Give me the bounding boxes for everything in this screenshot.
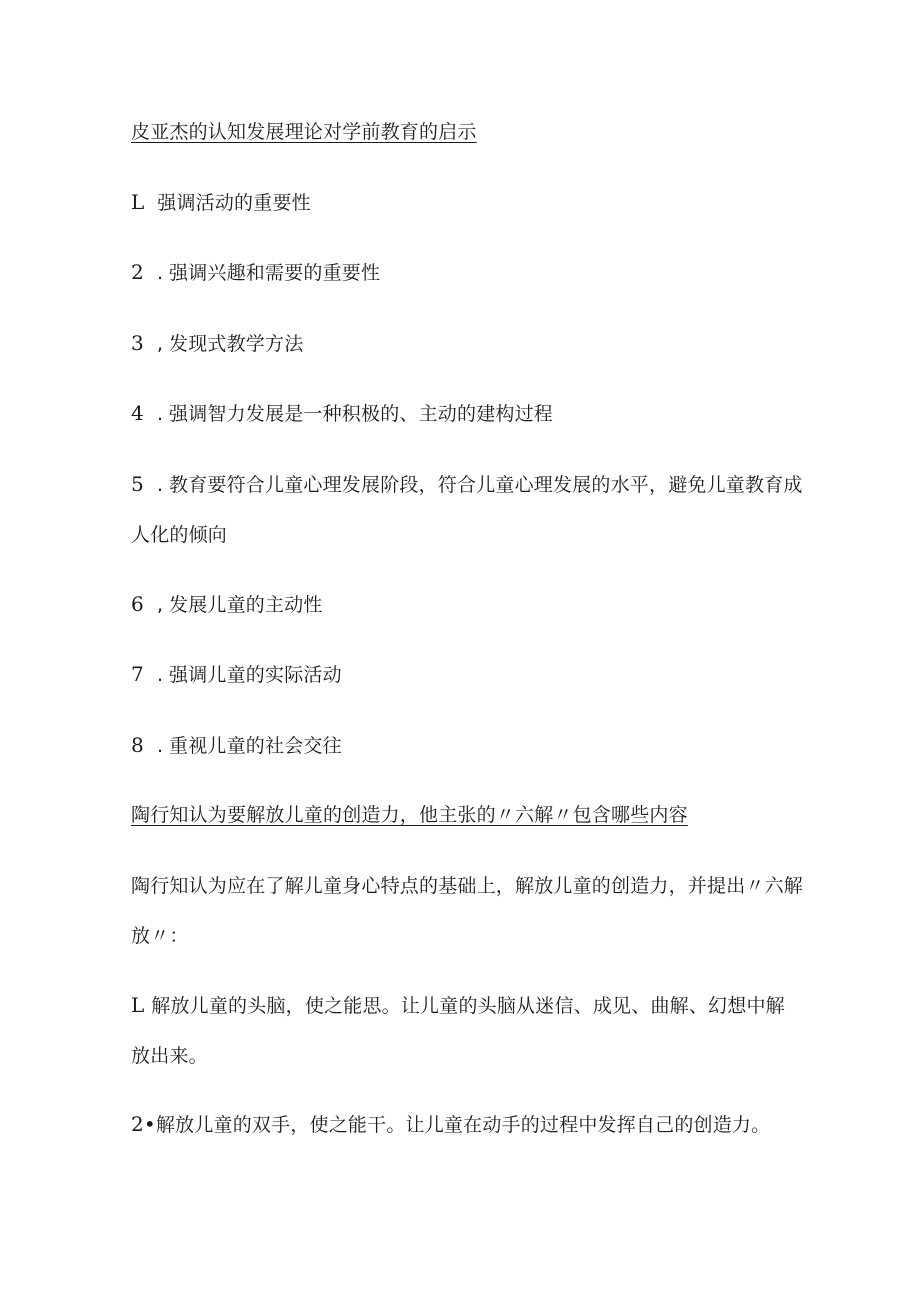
item-text: 发现式教学方法: [169, 333, 304, 355]
item-text: 强调智力发展是一种积极的、主动的建构过程: [169, 403, 554, 425]
item-text: 强调儿童的实际活动: [169, 664, 342, 686]
list-item: [131, 401, 553, 426]
list-item: [131, 592, 323, 617]
item-text: 强调兴趣和需要的重要性: [169, 262, 381, 284]
section1-heading: 皮亚杰的认知发展理论对学前教育的启示: [131, 121, 477, 143]
item-text: 重视儿童的社会交往: [169, 735, 342, 757]
list-item: [131, 733, 342, 758]
item-number: 2•: [131, 1112, 156, 1136]
item-number: 5: [131, 472, 144, 496]
list-item: [131, 190, 311, 215]
item-separator: .: [157, 735, 164, 757]
item-number: 2: [131, 260, 144, 284]
item-text: 解放儿童的头脑，使之能思。让儿童的头脑从迷信、成见、曲解、幻想中解放出来。: [131, 995, 785, 1067]
list-item: [131, 980, 803, 1081]
item-separator: .: [157, 403, 164, 425]
list-item: [131, 459, 803, 560]
item-number: 4: [131, 401, 144, 425]
item-number: L: [131, 190, 145, 214]
list-item: [131, 662, 342, 687]
list-item: [131, 331, 303, 356]
item-text: 教育要符合儿童心理发展阶段，符合儿童心理发展的水平，避免儿童教育成人化的倾向: [131, 474, 803, 546]
item-separator: .: [157, 664, 164, 686]
item-separator: ,: [157, 333, 164, 355]
list-item: [131, 260, 380, 285]
item-separator: .: [157, 262, 164, 284]
item-number: 6: [131, 592, 144, 616]
item-separator: .: [157, 474, 164, 496]
item-number: 3: [131, 331, 144, 355]
item-text: 强调活动的重要性: [157, 192, 311, 214]
item-number: L: [131, 993, 145, 1017]
item-number: 7: [131, 662, 144, 686]
section2-heading: 陶行知认为要解放儿童的创造力，他主张的〃六解〃包含哪些内容: [131, 804, 688, 826]
item-number: 8: [131, 733, 144, 757]
item-text: 解放儿童的双手，使之能干。让儿童在动手的过程中发挥自己的创造力。: [155, 1114, 771, 1136]
list-item: [131, 1112, 770, 1137]
section2-intro: 陶行知认为应在了解儿童身心特点的基础上，解放儿童的创造力，并提出〃六解放〃：: [131, 875, 804, 947]
item-text: 发展儿童的主动性: [169, 594, 323, 616]
item-separator: ,: [157, 594, 164, 616]
